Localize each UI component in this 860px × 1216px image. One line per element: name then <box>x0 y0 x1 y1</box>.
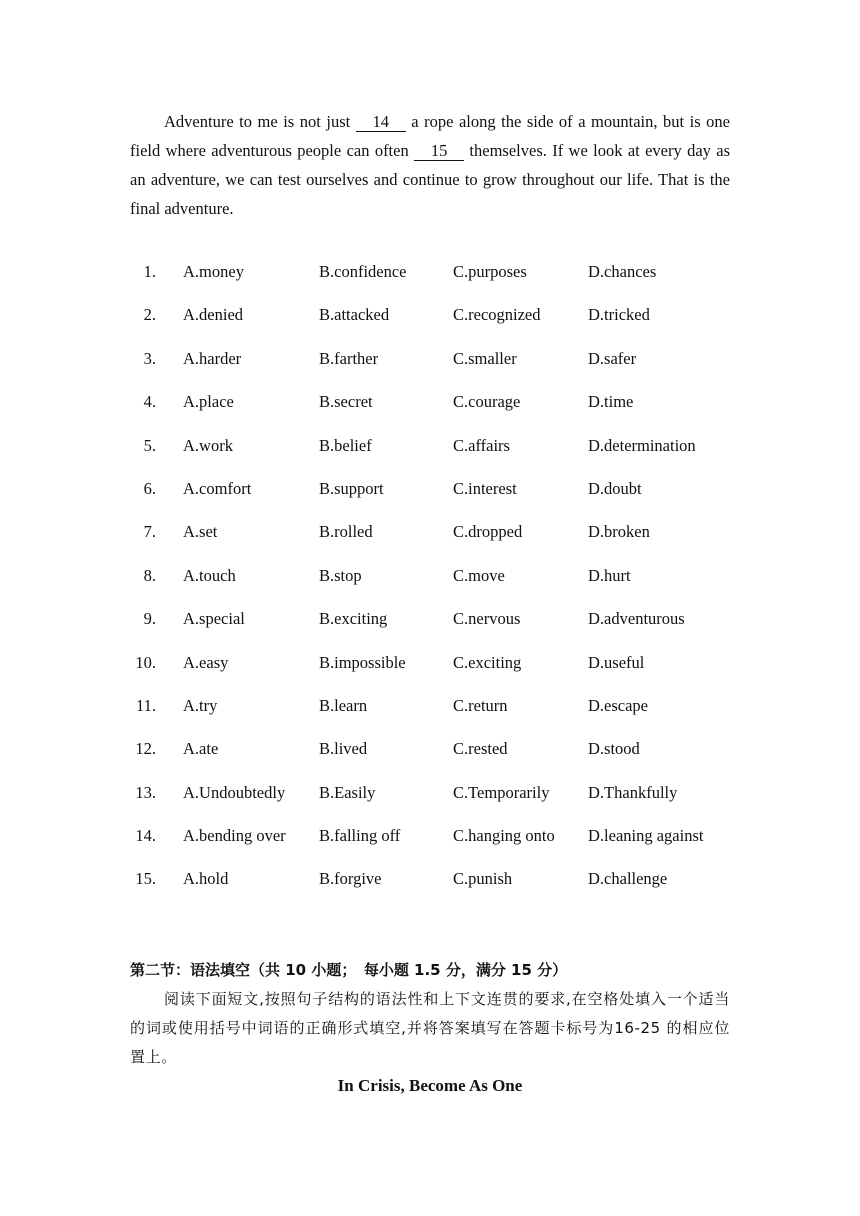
option-a: A.comfort <box>183 478 252 498</box>
option-row <box>130 337 750 380</box>
blank-15: 15 <box>414 142 464 161</box>
option-c: C.move <box>453 565 505 585</box>
option-b: B.forgive <box>319 869 382 889</box>
option-row <box>130 510 750 553</box>
option-b: B.stop <box>319 565 362 585</box>
option-c: C.punish <box>453 869 513 889</box>
option-a: A.set <box>183 522 218 542</box>
option-a: A.money <box>183 262 244 281</box>
option-a: A.place <box>183 392 234 412</box>
option-row <box>130 380 750 423</box>
question-number: 8. <box>143 565 156 585</box>
section-instructions: 阅读下面短文,按照句子结构的语法性和上下文连贯的要求,在空格处填入一个适当的词或使用括号中词语的正确形式填空,并将答案填写在答题卡标号为16-25 的相应位置上。 <box>130 990 730 1066</box>
option-row <box>130 293 750 336</box>
option-a: A.Undoubtedly <box>183 782 286 802</box>
option-c: C.Temporarily <box>453 782 550 802</box>
option-d: D.determination <box>588 435 696 455</box>
option-a: A.denied <box>183 305 244 325</box>
option-a: A.special <box>183 609 245 629</box>
option-d: D.doubt <box>588 478 642 498</box>
option-row <box>130 641 750 684</box>
option-b: B.learn <box>319 695 368 715</box>
passage-text-1: Adventure to me is not just <box>164 112 356 131</box>
option-row <box>130 771 750 814</box>
option-d: D.chances <box>588 262 657 281</box>
option-b: B.rolled <box>319 522 373 542</box>
option-c: C.exciting <box>453 652 522 672</box>
option-a: A.harder <box>183 348 242 368</box>
question-number: 10. <box>135 652 156 672</box>
option-c: C.recognized <box>453 305 541 325</box>
passage-text-2: a rope along the side of a mountain, but is one field where adventurous people can often <box>130 112 730 160</box>
option-b: B.Easily <box>319 782 376 802</box>
option-d: D.challenge <box>588 869 668 889</box>
option-b: B.support <box>319 478 384 498</box>
option-c: C.smaller <box>453 348 517 368</box>
option-a: A.easy <box>183 652 229 672</box>
question-number: 4. <box>143 392 156 412</box>
option-a: A.try <box>183 695 218 715</box>
option-d: D.stood <box>588 739 640 759</box>
option-row <box>130 424 750 467</box>
option-b: B.exciting <box>319 609 388 629</box>
option-a: A.touch <box>183 565 236 585</box>
question-number: 15. <box>135 869 156 889</box>
question-number: 12. <box>135 739 156 759</box>
option-c: C.nervous <box>453 609 521 629</box>
question-number: 2. <box>143 305 156 325</box>
option-row <box>130 250 750 293</box>
option-c: C.purposes <box>453 262 527 281</box>
option-d: D.time <box>588 392 634 412</box>
option-b: B.lived <box>319 739 368 759</box>
option-row <box>130 467 750 510</box>
question-number: 5. <box>143 435 156 455</box>
question-number: 1. <box>143 262 156 281</box>
option-d: D.broken <box>588 522 650 542</box>
option-a: A.ate <box>183 739 219 759</box>
option-b: B.attacked <box>319 305 390 325</box>
option-b: B.farther <box>319 348 379 368</box>
option-c: C.return <box>453 695 508 715</box>
option-b: B.belief <box>319 435 372 455</box>
option-d: D.safer <box>588 348 637 368</box>
option-a: A.hold <box>183 869 229 889</box>
answer-options-list <box>130 250 750 901</box>
option-row <box>130 727 750 770</box>
question-number: 13. <box>135 782 156 802</box>
option-c: C.rested <box>453 739 508 759</box>
option-a: A.work <box>183 435 233 455</box>
option-c: C.hanging onto <box>453 826 555 846</box>
question-number: 9. <box>143 609 156 629</box>
option-b: B.impossible <box>319 652 406 672</box>
blank-14: 14 <box>356 113 406 132</box>
option-d: D.useful <box>588 652 645 672</box>
question-number: 14. <box>135 826 156 846</box>
option-d: D.escape <box>588 695 649 715</box>
question-number: 6. <box>143 478 156 498</box>
option-row <box>130 684 750 727</box>
option-row <box>130 814 750 857</box>
cloze-passage-paragraph <box>130 107 730 223</box>
passage-text-3: themselves. If we look at every day as an adventure, we can test ourselves and continue to grow throughout our life. That is the final adventure. <box>130 141 730 218</box>
option-c: C.dropped <box>453 522 523 542</box>
question-number: 11. <box>135 695 156 715</box>
option-b: B.secret <box>319 392 373 412</box>
option-b: B.falling off <box>319 826 401 846</box>
option-row <box>130 554 750 597</box>
article-title: In Crisis, Become As One <box>337 1076 523 1095</box>
option-c: C.interest <box>453 478 517 498</box>
option-c: C.affairs <box>453 435 510 455</box>
section-heading: 第二节：语法填空（共 10 小题； 每小题 1.5 分，满分 15 分） <box>130 961 568 979</box>
option-d: D.adventurous <box>588 609 685 629</box>
option-row <box>130 597 750 640</box>
option-c: C.courage <box>453 392 521 412</box>
question-number: 7. <box>143 522 156 542</box>
option-d: D.tricked <box>588 305 650 325</box>
option-b: B.confidence <box>319 262 407 281</box>
option-d: D.hurt <box>588 565 631 585</box>
option-row <box>130 857 750 900</box>
question-number: 3. <box>143 348 156 368</box>
option-d: D.Thankfully <box>588 782 678 802</box>
option-d: D.leaning against <box>588 826 704 846</box>
option-a: A.bending over <box>183 826 286 846</box>
